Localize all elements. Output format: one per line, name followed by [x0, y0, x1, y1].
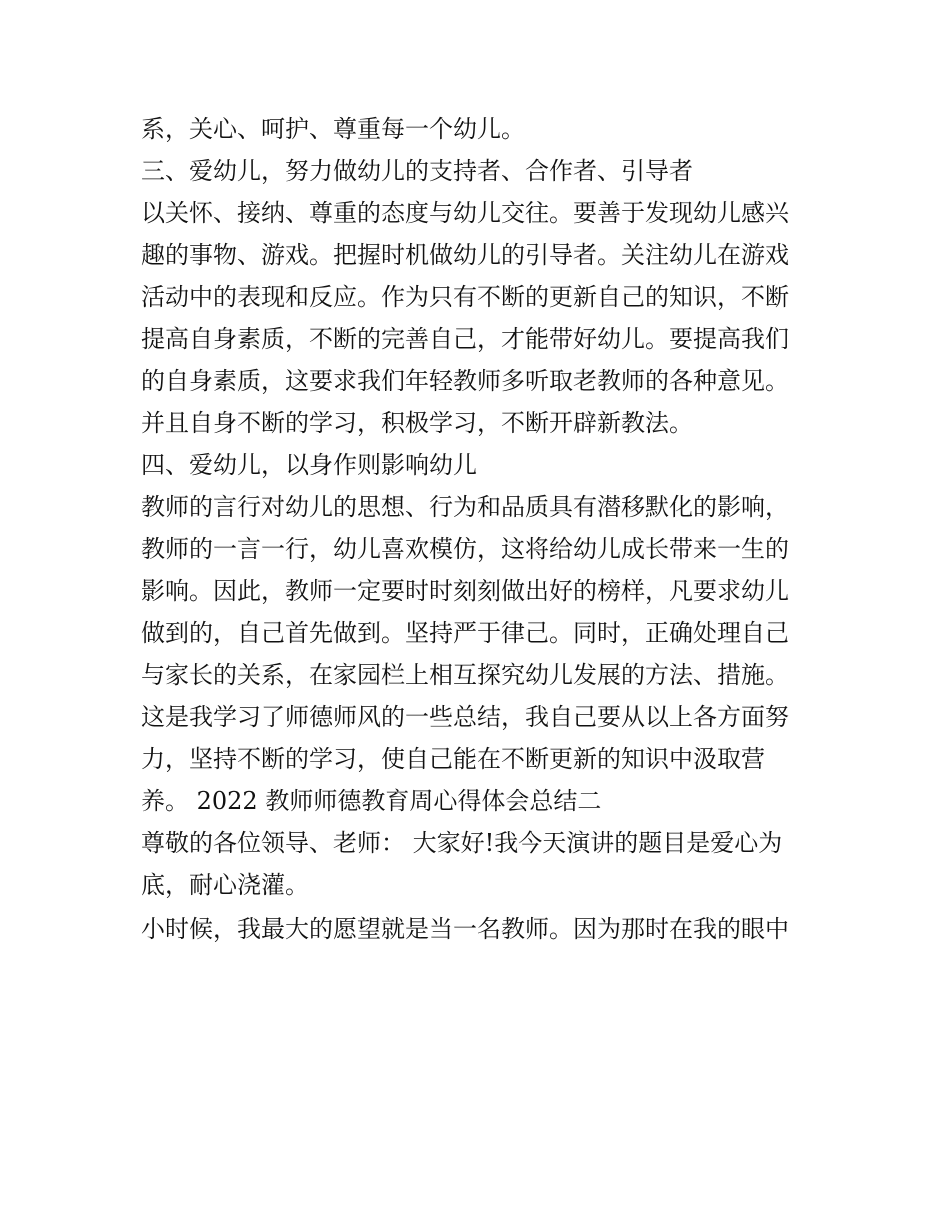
text-line: 教师的言行对幼儿的思想、行为和品质具有潜移默化的影响， [141, 493, 789, 521]
text-line: 底，耐心浇灌。 [141, 871, 309, 899]
text-line: 与家长的关系，在家园栏上相互探究幼儿发展的方法、措施。 [141, 661, 789, 689]
text-line: 并且自身不断的学习，积极学习，不断开辟新教法。 [141, 409, 693, 437]
text-line: 这是我学习了师德师风的一些总结，我自己要从以上各方面努 [141, 703, 789, 731]
section-heading: 三、爱幼儿，努力做幼儿的支持者、合作者、引导者 [141, 157, 693, 185]
document-body [141, 108, 831, 950]
text-line: 影响。因此，教师一定要时时刻刻做出好的榜样，凡要求幼儿 [141, 577, 789, 605]
text-line: 小时候，我最大的愿望就是当一名教师。因为那时在我的眼中 [141, 915, 789, 943]
text-line: 提高自身素质，不断的完善自己，才能带好幼儿。要提高我们 [141, 325, 789, 353]
text-line: 教师的一言一行，幼儿喜欢模仿，这将给幼儿成长带来一生的 [141, 535, 789, 563]
section-heading: 四、爱幼儿，以身作则影响幼儿 [141, 451, 477, 479]
text-line: 活动中的表现和反应。作为只有不断的更新自己的知识，不断 [141, 283, 789, 311]
text-line: 的自身素质，这要求我们年轻教师多听取老教师的各种意见。 [141, 367, 789, 395]
text-line: 养。 2022 教师师德教育周心得体会总结二 [141, 787, 602, 815]
text-line: 以关怀、接纳、尊重的态度与幼儿交往。要善于发现幼儿感兴 [141, 199, 789, 227]
text-line: 尊敬的各位领导、老师： 大家好!我今天演讲的题目是爱心为 [141, 829, 783, 857]
text-line: 趣的事物、游戏。把握时机做幼儿的引导者。关注幼儿在游戏 [141, 241, 789, 269]
text-line: 力，坚持不断的学习，使自己能在不断更新的知识中汲取营 [141, 745, 765, 773]
text-line: 做到的，自己首先做到。坚持严于律己。同时，正确处理自己 [141, 619, 789, 647]
text-line: 系，关心、呵护、尊重每一个幼儿。 [141, 115, 525, 143]
